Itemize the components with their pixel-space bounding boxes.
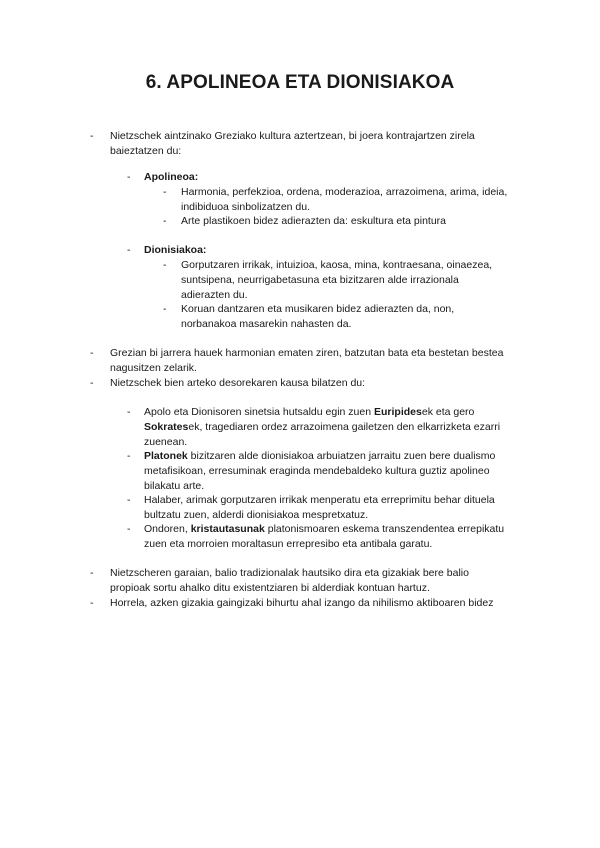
dionisiakoa-heading: Dionisiakoa: [144,244,207,256]
apolo-line-3: zuenean. [144,436,188,448]
harmonia-line-1: Grezian bi jarrera hauek harmonian ematen ziren, batzutan bata eta bestetan bestea [110,347,504,359]
sub-bullet-ondoren [127,522,504,552]
platonek-line-1: Platonek bizitzaren alde dionisiakoa arbuiatzen jarraitu zuen bere dualismo [144,450,496,462]
bullet-dash: - [127,494,131,506]
apolineoa-heading: Apolineoa: [144,171,199,183]
intro-line-2: baieztatzen du: [110,145,182,157]
dionisiakoa-item-1-line-2: suntsipena, neurrigabetasuna eta bizitzaren alde irrazionala [181,274,459,286]
sub-bullet-apolo [127,405,500,450]
bullet-dash: - [90,567,94,579]
bullet-desorekaren [90,376,365,391]
platonek-line-3: bilakatu arte. [144,480,205,492]
horrela-line: Horrela, azken gizakia gaingizaki bihurtu ahal izango da nihilismo aktiboaren bidez [110,597,494,609]
nietzscheren-line-2: propioak sortu ahalko ditu existentziaren bi alderdiak kontuan hartuz. [110,582,430,594]
bullet-dash: - [90,130,94,142]
bullet-dash: - [127,171,131,183]
bullet-dash: - [127,406,131,418]
apolineoa-item-2 [163,214,446,229]
halaber-line-2: bultzatu zuen, alderdi dionisiakoa mespretxatuz. [144,509,369,521]
apolineoa-item-1-line-2: indibiduoa sinbolizatzen du. [181,201,311,213]
platonek-bold: Platonek [144,450,188,462]
apolineoa-item-1-line-1: Harmonia, perfekzioa, ordena, moderazioa, arrazoimena, arima, ideia, [181,186,508,198]
bullet-dash: - [90,377,94,389]
sub-bullet-halaber [127,493,495,523]
euripides-bold: Euripides [374,406,422,418]
bullet-intro [90,129,475,159]
bullet-harmonia [90,346,503,376]
dionisiakoa-item-1-line-3: adierazten du. [181,289,248,301]
apolo-line-2: Sokratesek, tragediaren ordez arrazoimena gailetzen den elkarrizketa ezarri [144,421,501,433]
bullet-dash: - [90,347,94,359]
sub-bullet-platonek [127,449,495,494]
halaber-line-1: Halaber, arimak gorputzaren irrikak menperatu eta erreprimitu behar dituela [144,494,495,506]
dionisiakoa-item-2-line-2: norbanakoa masarekin nahasten da. [181,318,352,330]
dionisiakoa-item-1 [163,258,492,303]
apolineoa-item-1 [163,185,507,215]
ondoren-line-1: Ondoren, kristautasunak platonismoaren eskema transzendentea errepikatu [144,523,505,535]
sub-bullet-dionisiakoa [127,243,206,258]
bullet-nietzscheren [90,566,469,596]
bullet-dash: - [127,450,131,462]
sub-bullet-apolineoa [127,170,198,185]
page-title: 6. APOLINEOA ETA DIONISIAKOA [145,72,455,93]
nietzscheren-line-1: Nietzscheren garaian, balio tradizionalak hautsiko dira eta gizakiak bere balio [110,567,469,579]
intro-line-1: Nietzschek aintzinako Greziako kultura aztertzean, bi joera kontrajartzen zirela [110,130,475,142]
harmonia-line-2: nagusitzen zelarik. [110,362,197,374]
bullet-dash: - [90,597,94,609]
dionisiakoa-item-2 [163,302,454,332]
bullet-horrela [90,596,493,611]
platonek-line-2: metafisikoan, erresuminak eraginda mendebaldeko kultura guztiz apolineo [144,465,490,477]
desorekaren-line: Nietzschek bien arteko desorekaren kausa bilatzen du: [110,377,366,389]
bullet-dash: - [127,244,131,256]
sokrates-bold: Sokrates [144,421,189,433]
bullet-dash: - [163,215,167,227]
bullet-dash: - [163,186,167,198]
ondoren-line-2: zuen eta morroien moraltasun errepresibo eta antibala garatu. [144,538,433,550]
bullet-dash: - [163,303,167,315]
apolo-line-1: Apolo eta Dionisoren sinetsia hutsaldu egin zuen Euripidesek eta gero [144,406,475,418]
bullet-dash: - [163,259,167,271]
apolineoa-item-2-text: Arte plastikoen bidez adierazten da: eskultura eta pintura [181,215,446,227]
dionisiakoa-item-1-line-1: Gorputzaren irrikak, intuizioa, kaosa, mina, kontraesana, oinaezea, [181,259,493,271]
kristautasunak-bold: kristautasunak [190,523,265,535]
bullet-dash: - [127,523,131,535]
dionisiakoa-item-2-line-1: Koruan dantzaren eta musikaren bidez adierazten da, non, [181,303,455,315]
